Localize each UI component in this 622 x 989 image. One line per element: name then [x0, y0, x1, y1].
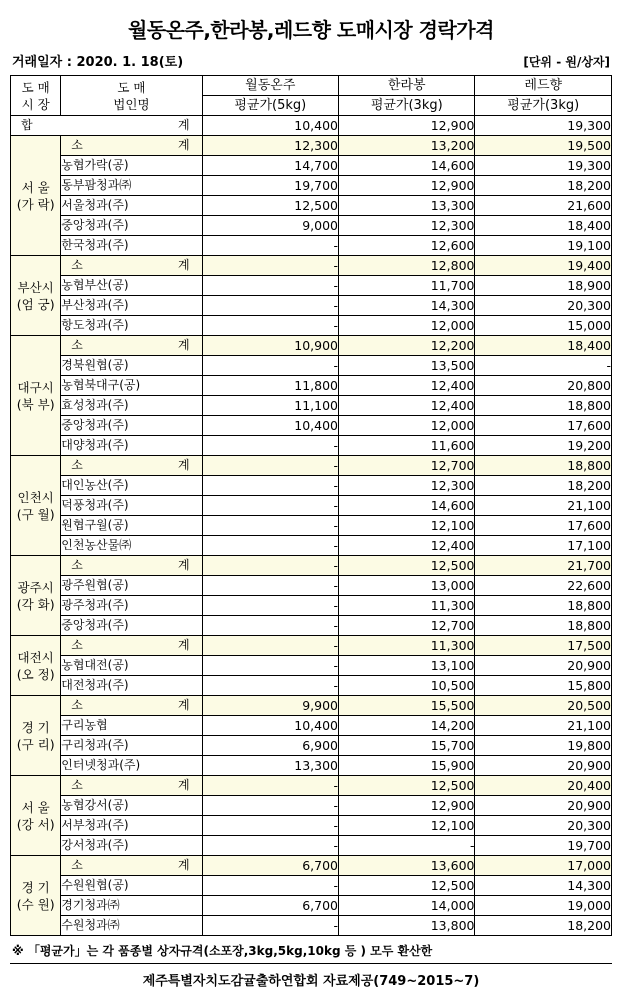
- table-row: [11, 236, 612, 256]
- price-value-3: 19,200: [475, 436, 612, 456]
- price-value-2: 14,000: [339, 896, 475, 916]
- table-row: [11, 256, 612, 276]
- subtotal-label: 소 계: [61, 636, 202, 656]
- table-row: [11, 556, 612, 576]
- price-value-2: 14,600: [339, 156, 475, 176]
- table-row: [11, 356, 612, 376]
- price-value-3: -: [475, 356, 612, 376]
- subtotal-label: 소 계: [61, 776, 202, 796]
- price-value-3: 18,200: [475, 176, 612, 196]
- corporation-name: 효성청과(주): [61, 396, 202, 416]
- total-value-3: 19,300: [475, 116, 612, 136]
- price-value-1: 11,100: [202, 396, 338, 416]
- price-value-1: -: [202, 576, 338, 596]
- table-row: [11, 736, 612, 756]
- price-value-2: 12,500: [339, 776, 475, 796]
- price-value-2: 12,800: [339, 256, 475, 276]
- price-value-1: 10,400: [202, 416, 338, 436]
- price-value-1: 10,900: [202, 336, 338, 356]
- price-value-1: -: [202, 256, 338, 276]
- price-value-2: 13,200: [339, 136, 475, 156]
- corporation-name: 부산청과(주): [61, 296, 202, 316]
- corporation-name: 농협가락(공): [61, 156, 202, 176]
- price-value-2: 12,100: [339, 516, 475, 536]
- price-value-1: 12,500: [202, 196, 338, 216]
- price-value-1: -: [202, 656, 338, 676]
- corporation-name: 중앙청과(주): [61, 616, 202, 636]
- price-value-3: 19,000: [475, 896, 612, 916]
- corporation-name: 수원청과㈜: [61, 916, 202, 936]
- price-value-2: 12,000: [339, 316, 475, 336]
- price-value-1: -: [202, 776, 338, 796]
- price-value-2: 12,500: [339, 556, 475, 576]
- price-value-2: 12,600: [339, 236, 475, 256]
- footer-divider: [10, 963, 612, 964]
- header-region: 도 매 시 장: [11, 76, 61, 116]
- corporation-name: 대전청과(주): [61, 676, 202, 696]
- corporation-name: 중앙청과(주): [61, 416, 202, 436]
- table-row: [11, 856, 612, 876]
- corporation-name: 항도청과(주): [61, 316, 202, 336]
- corporation-name: 인천농산물㈜: [61, 536, 202, 556]
- header-product-1: 월동온주: [202, 76, 338, 96]
- price-value-3: 18,800: [475, 596, 612, 616]
- header-product-sub-3: 평균가(3kg): [475, 96, 612, 116]
- price-value-3: 20,300: [475, 816, 612, 836]
- price-value-3: 19,700: [475, 836, 612, 856]
- price-value-2: 13,600: [339, 856, 475, 876]
- table-row: [11, 896, 612, 916]
- price-value-1: -: [202, 596, 338, 616]
- table-row: [11, 696, 612, 716]
- price-value-2: 15,500: [339, 696, 475, 716]
- price-value-1: -: [202, 636, 338, 656]
- corporation-name: 서부청과(주): [61, 816, 202, 836]
- price-value-1: -: [202, 356, 338, 376]
- price-value-3: 19,100: [475, 236, 612, 256]
- price-value-1: 10,400: [202, 716, 338, 736]
- price-value-1: -: [202, 496, 338, 516]
- table-row: [11, 396, 612, 416]
- price-value-3: 15,800: [475, 676, 612, 696]
- price-value-3: 19,800: [475, 736, 612, 756]
- price-value-3: 18,200: [475, 476, 612, 496]
- market-region-3: 대구시 (북 부): [11, 336, 61, 456]
- price-value-1: 6,700: [202, 896, 338, 916]
- market-region-5: 광주시 (각 화): [11, 556, 61, 636]
- corporation-name: 농협대전(공): [61, 656, 202, 676]
- price-value-2: 15,900: [339, 756, 475, 776]
- price-value-2: 11,600: [339, 436, 475, 456]
- trade-date-label: 거래일자 : 2020. 1. 18(토): [12, 55, 184, 70]
- table-row: [11, 596, 612, 616]
- price-value-1: 12,300: [202, 136, 338, 156]
- price-value-2: 12,400: [339, 396, 475, 416]
- table-row: [11, 576, 612, 596]
- price-value-2: 12,900: [339, 796, 475, 816]
- price-value-2: 14,200: [339, 716, 475, 736]
- corporation-name: 인터넷청과(주): [61, 756, 202, 776]
- corporation-name: 수원원협(공): [61, 876, 202, 896]
- price-value-3: 22,600: [475, 576, 612, 596]
- price-value-2: -: [339, 836, 475, 856]
- price-value-1: 9,000: [202, 216, 338, 236]
- corporation-name: 농협강서(공): [61, 796, 202, 816]
- table-row: [11, 836, 612, 856]
- corporation-name: 동부팜청과㈜: [61, 176, 202, 196]
- price-value-3: 15,000: [475, 316, 612, 336]
- subtotal-label: 소 계: [61, 136, 202, 156]
- price-value-2: 12,000: [339, 416, 475, 436]
- table-row: [11, 776, 612, 796]
- corporation-name: 강서청과(주): [61, 836, 202, 856]
- price-value-3: 17,000: [475, 856, 612, 876]
- corporation-name: 구리농협: [61, 716, 202, 736]
- table-row: [11, 416, 612, 436]
- market-region-7: 경 기 (구 리): [11, 696, 61, 776]
- price-value-1: 6,700: [202, 856, 338, 876]
- header-product-2: 한라봉: [339, 76, 475, 96]
- price-value-1: -: [202, 616, 338, 636]
- price-value-2: 13,300: [339, 196, 475, 216]
- price-value-3: 17,100: [475, 536, 612, 556]
- subtotal-label: 소 계: [61, 856, 202, 876]
- price-value-1: -: [202, 476, 338, 496]
- table-row: [11, 216, 612, 236]
- price-value-2: 12,900: [339, 176, 475, 196]
- price-value-3: 20,300: [475, 296, 612, 316]
- price-value-1: -: [202, 316, 338, 336]
- corporation-name: 중앙청과(주): [61, 216, 202, 236]
- price-value-2: 11,300: [339, 596, 475, 616]
- corporation-name: 원협구월(공): [61, 516, 202, 536]
- market-region-4: 인천시 (구 월): [11, 456, 61, 556]
- price-value-2: 12,500: [339, 876, 475, 896]
- corporation-name: 경기청과㈜: [61, 896, 202, 916]
- table-row: [11, 336, 612, 356]
- corporation-name: 덕풍청과(주): [61, 496, 202, 516]
- table-row: [11, 476, 612, 496]
- corporation-name: 대인농산(주): [61, 476, 202, 496]
- price-value-1: 9,900: [202, 696, 338, 716]
- price-value-3: 17,600: [475, 416, 612, 436]
- price-value-1: -: [202, 516, 338, 536]
- price-table: [10, 75, 612, 936]
- price-value-3: 20,900: [475, 756, 612, 776]
- market-region-2: 부산시 (엄 궁): [11, 256, 61, 336]
- price-value-3: 18,400: [475, 216, 612, 236]
- price-value-2: 10,500: [339, 676, 475, 696]
- table-row-total: [11, 116, 612, 136]
- total-label: 합 계: [11, 116, 203, 136]
- table-row: [11, 176, 612, 196]
- price-value-3: 19,300: [475, 156, 612, 176]
- header-product-3: 레드향: [475, 76, 612, 96]
- price-value-3: 20,900: [475, 656, 612, 676]
- market-region-9: 경 기 (수 원): [11, 856, 61, 936]
- subtotal-label: 소 계: [61, 456, 202, 476]
- price-value-2: 12,700: [339, 456, 475, 476]
- price-value-2: 13,800: [339, 916, 475, 936]
- footnote: ※ 「평균가」는 각 품종별 상자규격(소포장,3kg,5kg,10kg 등 ) 모두 환산한: [12, 944, 433, 958]
- corporation-name: 농협북대구(공): [61, 376, 202, 396]
- price-value-3: 21,100: [475, 496, 612, 516]
- price-value-2: 12,400: [339, 536, 475, 556]
- header-corporation: 도 매 법인명: [61, 76, 202, 116]
- price-value-2: 12,400: [339, 376, 475, 396]
- total-value-2: 12,900: [339, 116, 475, 136]
- table-row: [11, 816, 612, 836]
- subtotal-label: 소 계: [61, 556, 202, 576]
- corporation-name: 한국청과(주): [61, 236, 202, 256]
- table-row: [11, 436, 612, 456]
- price-value-1: -: [202, 816, 338, 836]
- price-value-3: 20,800: [475, 376, 612, 396]
- corporation-name: 대양청과(주): [61, 436, 202, 456]
- price-value-1: 6,900: [202, 736, 338, 756]
- price-value-3: 20,400: [475, 776, 612, 796]
- corporation-name: 구리청과(주): [61, 736, 202, 756]
- corporation-name: 농협부산(공): [61, 276, 202, 296]
- price-value-2: 14,300: [339, 296, 475, 316]
- price-value-1: -: [202, 276, 338, 296]
- price-value-1: -: [202, 836, 338, 856]
- header-product-sub-1: 평균가(5kg): [202, 96, 338, 116]
- price-value-1: -: [202, 456, 338, 476]
- subtotal-label: 소 계: [61, 336, 202, 356]
- price-value-3: 18,800: [475, 456, 612, 476]
- report-meta: [12, 51, 610, 70]
- price-value-1: -: [202, 296, 338, 316]
- corporation-name: 광주원협(공): [61, 576, 202, 596]
- market-region-1: 서 울 (가 락): [11, 136, 61, 256]
- price-value-3: 17,600: [475, 516, 612, 536]
- subtotal-label: 소 계: [61, 256, 202, 276]
- corporation-name: 경북원협(공): [61, 356, 202, 376]
- price-value-1: -: [202, 436, 338, 456]
- table-row: [11, 156, 612, 176]
- price-value-2: 14,600: [339, 496, 475, 516]
- price-value-1: -: [202, 796, 338, 816]
- table-row: [11, 496, 612, 516]
- table-row: [11, 756, 612, 776]
- price-value-2: 11,300: [339, 636, 475, 656]
- price-value-1: 13,300: [202, 756, 338, 776]
- table-row: [11, 196, 612, 216]
- price-value-2: 13,100: [339, 656, 475, 676]
- price-value-2: 12,300: [339, 216, 475, 236]
- header-product-sub-2: 평균가(3kg): [339, 96, 475, 116]
- table-row: [11, 536, 612, 556]
- price-value-3: 18,200: [475, 916, 612, 936]
- price-value-3: 19,400: [475, 256, 612, 276]
- price-value-3: 21,100: [475, 716, 612, 736]
- table-row: [11, 636, 612, 656]
- source-line: 제주특별자치도감귤출하연합회 자료제공(749~2015~7): [142, 974, 480, 989]
- price-value-3: 20,900: [475, 796, 612, 816]
- subtotal-label: 소 계: [61, 696, 202, 716]
- price-value-2: 13,500: [339, 356, 475, 376]
- price-value-3: 18,400: [475, 336, 612, 356]
- total-value-1: 10,400: [202, 116, 338, 136]
- price-value-1: -: [202, 676, 338, 696]
- corporation-name: 서울청과(주): [61, 196, 202, 216]
- page-title: 월동온주,한라봉,레드향 도매시장 경락가격: [128, 18, 494, 42]
- table-row: [11, 316, 612, 336]
- price-value-2: 11,700: [339, 276, 475, 296]
- table-row: [11, 276, 612, 296]
- price-value-3: 20,500: [475, 696, 612, 716]
- price-value-1: 14,700: [202, 156, 338, 176]
- table-row: [11, 716, 612, 736]
- price-value-3: 17,500: [475, 636, 612, 656]
- price-value-1: 11,800: [202, 376, 338, 396]
- table-row: [11, 516, 612, 536]
- price-value-3: 18,900: [475, 276, 612, 296]
- price-value-2: 12,200: [339, 336, 475, 356]
- corporation-name: 광주청과(주): [61, 596, 202, 616]
- price-value-3: 14,300: [475, 876, 612, 896]
- price-value-2: 12,700: [339, 616, 475, 636]
- table-row: [11, 296, 612, 316]
- unit-label: [단위 - 원/상자]: [523, 55, 610, 69]
- table-row: [11, 616, 612, 636]
- market-region-6: 대전시 (오 정): [11, 636, 61, 696]
- market-region-8: 서 울 (강 서): [11, 776, 61, 856]
- price-value-3: 19,500: [475, 136, 612, 156]
- price-value-1: 19,700: [202, 176, 338, 196]
- table-row: [11, 916, 612, 936]
- table-row: [11, 676, 612, 696]
- table-row: [11, 456, 612, 476]
- price-value-3: 21,700: [475, 556, 612, 576]
- price-value-1: -: [202, 236, 338, 256]
- price-value-1: -: [202, 876, 338, 896]
- table-row: [11, 376, 612, 396]
- table-row: [11, 796, 612, 816]
- price-value-1: -: [202, 556, 338, 576]
- price-value-2: 12,100: [339, 816, 475, 836]
- table-row: [11, 876, 612, 896]
- table-header-row-1: [11, 76, 612, 96]
- table-row: [11, 136, 612, 156]
- price-value-2: 12,300: [339, 476, 475, 496]
- price-value-2: 15,700: [339, 736, 475, 756]
- price-value-3: 21,600: [475, 196, 612, 216]
- price-value-2: 13,000: [339, 576, 475, 596]
- table-row: [11, 656, 612, 676]
- price-value-1: -: [202, 916, 338, 936]
- price-value-3: 18,800: [475, 396, 612, 416]
- price-value-3: 18,800: [475, 616, 612, 636]
- price-value-1: -: [202, 536, 338, 556]
